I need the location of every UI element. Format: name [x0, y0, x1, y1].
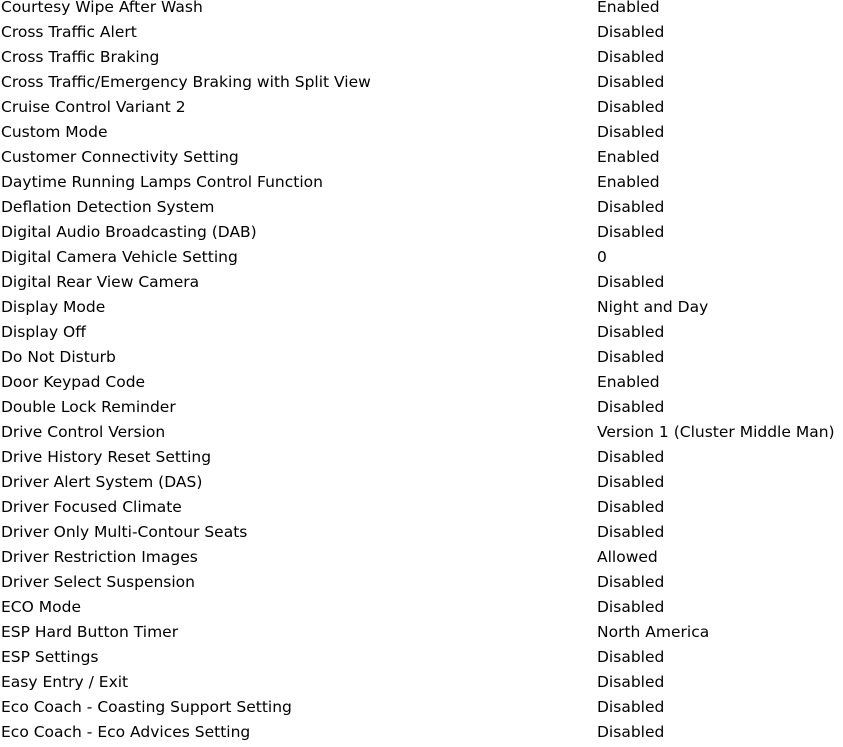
setting-name: Driver Select Suspension — [1, 573, 195, 591]
setting-name: Cruise Control Variant 2 — [1, 98, 186, 116]
setting-row — [0, 295, 843, 320]
setting-name: Digital Rear View Camera — [1, 273, 200, 291]
setting-value: Night and Day — [597, 298, 709, 316]
setting-name: Deflation Detection System — [1, 198, 215, 216]
setting-name: Do Not Disturb — [1, 348, 116, 366]
setting-row — [0, 345, 843, 370]
setting-name: ECO Mode — [1, 598, 81, 616]
setting-name: Digital Audio Broadcasting (DAB) — [1, 223, 257, 241]
setting-name: Cross Traffic Alert — [1, 23, 137, 41]
setting-value: Disabled — [597, 573, 665, 591]
setting-row — [0, 445, 843, 470]
setting-row — [0, 570, 843, 595]
setting-name: Driver Alert System (DAS) — [1, 473, 203, 491]
setting-row — [0, 95, 843, 120]
setting-row — [0, 395, 843, 420]
setting-row — [0, 245, 843, 270]
setting-row — [0, 45, 843, 70]
setting-value: Disabled — [597, 48, 665, 66]
setting-name: Cross Traffic Braking — [1, 48, 160, 66]
setting-row — [0, 145, 843, 170]
setting-name: Double Lock Reminder — [1, 398, 176, 416]
setting-row — [0, 120, 843, 145]
setting-value: Disabled — [597, 198, 665, 216]
setting-value: Disabled — [597, 223, 665, 241]
setting-row — [0, 545, 843, 570]
setting-value: Disabled — [597, 123, 665, 141]
setting-name: Display Off — [1, 323, 86, 341]
setting-name: ESP Hard Button Timer — [1, 623, 179, 641]
setting-name: Eco Coach - Eco Advices Setting — [1, 723, 251, 741]
setting-value: Disabled — [597, 473, 665, 491]
setting-row — [0, 495, 843, 520]
setting-value: Enabled — [597, 173, 660, 191]
setting-row — [0, 695, 843, 720]
setting-value: Disabled — [597, 498, 665, 516]
setting-value: Enabled — [597, 373, 660, 391]
setting-name: Driver Restriction Images — [1, 548, 198, 566]
setting-row — [0, 370, 843, 395]
setting-value: 0 — [597, 248, 607, 266]
setting-row — [0, 270, 843, 295]
setting-row — [0, 70, 843, 95]
setting-value: Disabled — [597, 23, 665, 41]
setting-name: ESP Settings — [1, 648, 99, 666]
setting-row — [0, 620, 843, 645]
setting-value: Allowed — [597, 548, 658, 566]
setting-row — [0, 0, 843, 20]
setting-name: Eco Coach - Coasting Support Setting — [1, 698, 292, 716]
setting-value: Disabled — [597, 648, 665, 666]
setting-row — [0, 720, 843, 745]
setting-value: Disabled — [597, 323, 665, 341]
setting-value: North America — [597, 623, 710, 641]
setting-value: Disabled — [597, 73, 665, 91]
setting-name: Digital Camera Vehicle Setting — [1, 248, 238, 266]
setting-name: Drive History Reset Setting — [1, 448, 212, 466]
setting-name: Driver Focused Climate — [1, 498, 182, 516]
setting-row — [0, 520, 843, 545]
setting-row — [0, 20, 843, 45]
setting-value: Enabled — [597, 0, 660, 16]
setting-name: Customer Connectivity Setting — [1, 148, 239, 166]
setting-value: Disabled — [597, 273, 665, 291]
setting-name: Courtesy Wipe After Wash — [1, 0, 203, 16]
setting-name: Custom Mode — [1, 123, 108, 141]
setting-row — [0, 195, 843, 220]
setting-row — [0, 470, 843, 495]
setting-name: Driver Only Multi-Contour Seats — [1, 523, 248, 541]
setting-value: Disabled — [597, 598, 665, 616]
setting-name: Drive Control Version — [1, 423, 166, 441]
setting-row — [0, 595, 843, 620]
setting-value: Enabled — [597, 148, 660, 166]
setting-row — [0, 670, 843, 695]
setting-value: Version 1 (Cluster Middle Man) — [597, 423, 835, 441]
setting-value: Disabled — [597, 348, 665, 366]
setting-value: Disabled — [597, 723, 665, 741]
setting-value: Disabled — [597, 98, 665, 116]
setting-value: Disabled — [597, 698, 665, 716]
setting-name: Door Keypad Code — [1, 373, 146, 391]
setting-value: Disabled — [597, 448, 665, 466]
setting-name: Easy Entry / Exit — [1, 673, 129, 691]
setting-row — [0, 420, 843, 445]
setting-row — [0, 645, 843, 670]
setting-name: Display Mode — [1, 298, 106, 316]
setting-row — [0, 170, 843, 195]
setting-value: Disabled — [597, 398, 665, 416]
setting-row — [0, 220, 843, 245]
setting-name: Daytime Running Lamps Control Function — [1, 173, 323, 191]
setting-value: Disabled — [597, 673, 665, 691]
setting-row — [0, 320, 843, 345]
setting-value: Disabled — [597, 523, 665, 541]
setting-name: Cross Traffic/Emergency Braking with Split View — [1, 73, 371, 91]
